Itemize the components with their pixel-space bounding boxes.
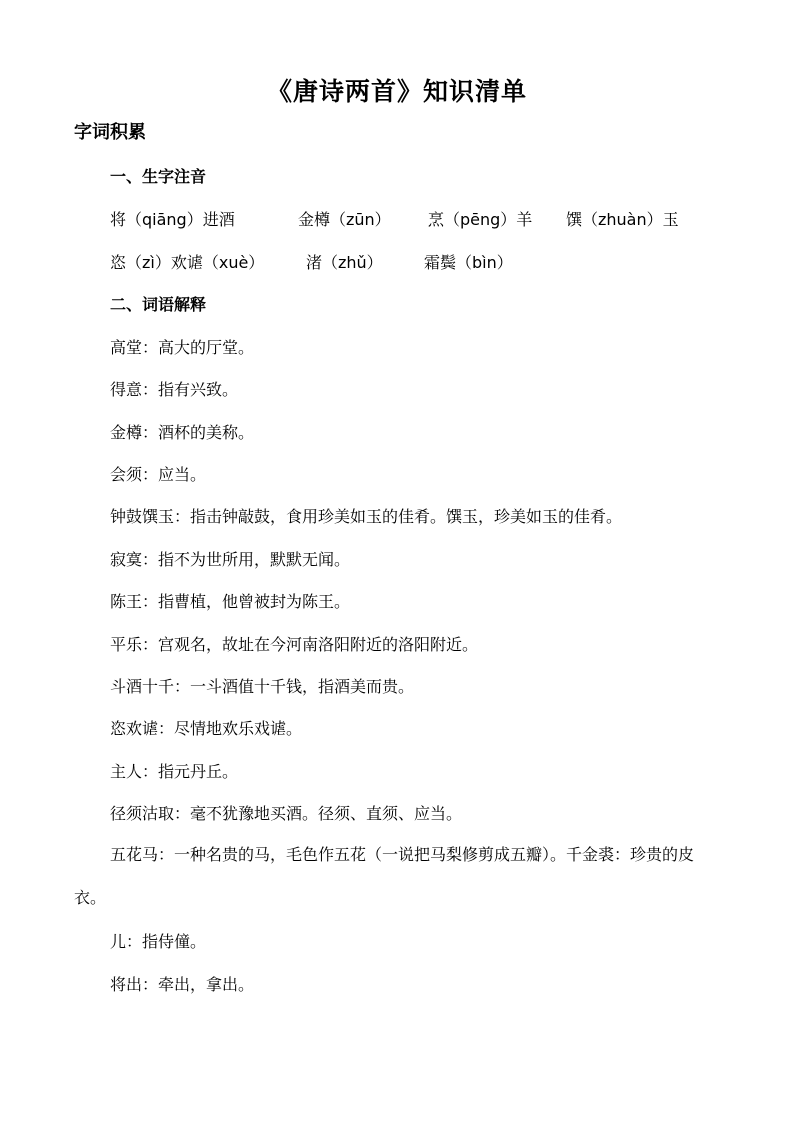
definition-item: 斗酒十千：一斗酒值十千钱，指酒美而贵。 [110, 677, 415, 696]
pinyin-entry: 烹（pēng）羊 [428, 210, 533, 229]
definition-item: 平乐：宫观名，故址在今河南洛阳附近的洛阳附近。 [110, 635, 479, 654]
definition-item: 寂寞：指不为世所用，默默无闻。 [110, 550, 351, 569]
definition-item: 得意：指有兴致。 [110, 380, 239, 399]
pinyin-entry: 恣（zì）欢谑（xuè） [110, 253, 265, 272]
subheading-word-explanations: 二、词语解释 [110, 295, 207, 314]
definition-item: 径须沽取：毫不犹豫地买酒。径须、直须、应当。 [110, 804, 463, 823]
pinyin-entry: 将（qiāng）进酒 [110, 210, 235, 229]
pinyin-entry: 渚（zhǔ） [306, 253, 383, 272]
definition-item: 将出：牵出，拿出。 [110, 975, 255, 994]
pinyin-entry: 馔（zhuàn）玉 [566, 210, 679, 229]
definition-item: 钟鼓馔玉：指击钟敲鼓，食用珍美如玉的佳肴。馔玉，珍美如玉的佳肴。 [110, 507, 623, 526]
subheading-pronunciation: 一、生字注音 [110, 167, 207, 186]
pinyin-entry: 霜鬓（bìn） [424, 253, 513, 272]
definition-item: 主人：指元丹丘。 [110, 762, 239, 781]
definition-item: 恣欢谑：尽情地欢乐戏谑。 [110, 719, 303, 738]
definition-item: 金樽：酒杯的美称。 [110, 423, 255, 442]
definition-item: 儿：指侍僮。 [110, 932, 207, 951]
definition-item: 会须：应当。 [110, 465, 207, 484]
definition-item: 高堂：高大的厅堂。 [110, 338, 255, 357]
definition-item-wrapped: 五花马：一种名贵的马，毛色作五花（一说把马梨修剪成五瓣）。千金裘：珍贵的皮衣。 [74, 845, 695, 907]
pinyin-entry: 金樽（zūn） [298, 210, 391, 229]
definition-item: 陈王：指曹植，他曾被封为陈王。 [110, 592, 351, 611]
section-heading-vocabulary: 字词积累 [74, 122, 146, 143]
document-title: 《唐诗两首》知识清单 [266, 77, 527, 106]
